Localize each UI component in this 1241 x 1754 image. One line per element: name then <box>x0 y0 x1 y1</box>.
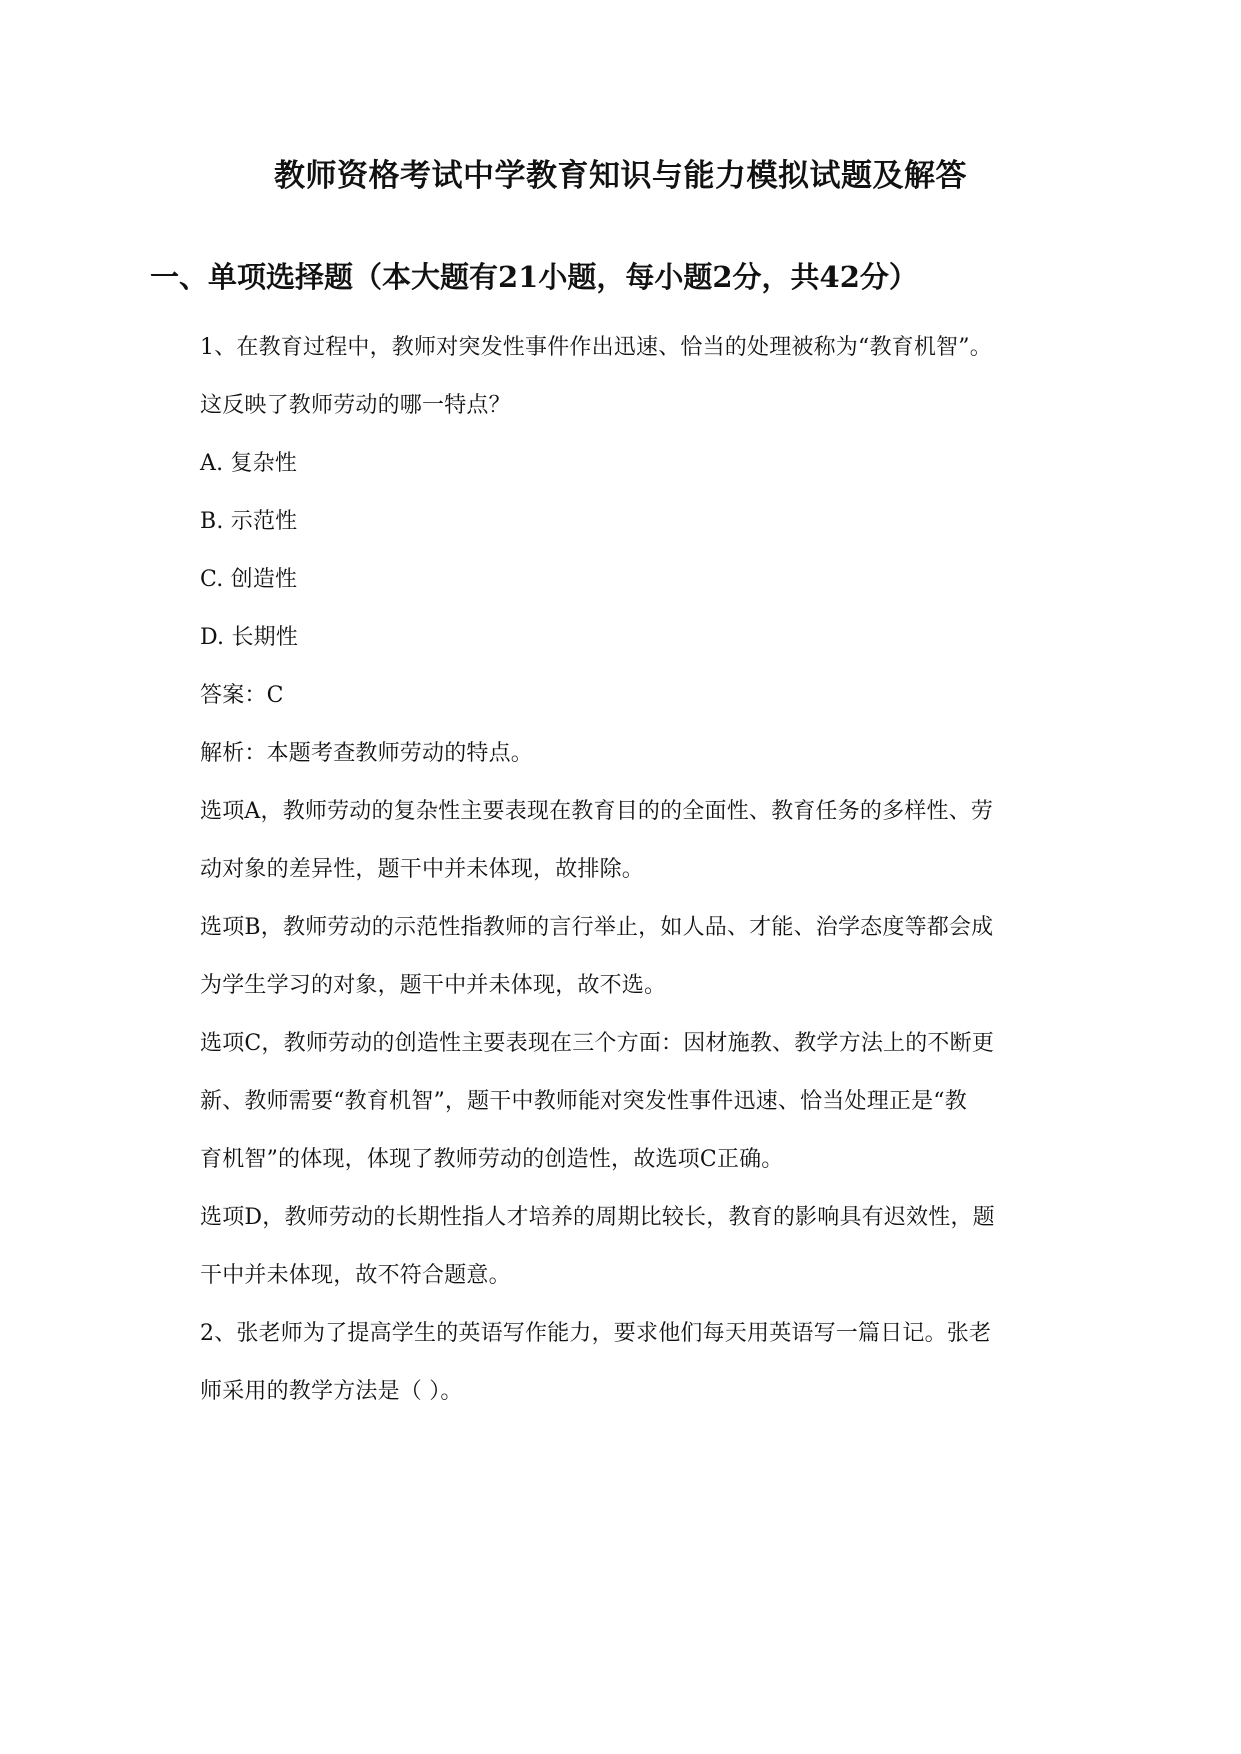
analysis-b-line-2: 为学生学习的对象，题干中并未体现，故不选。 <box>200 973 667 998</box>
document-title: 教师资格考试中学教育知识与能力模拟试题及解答 <box>274 158 967 194</box>
question-1-option-a: A. 复杂性 <box>200 451 298 476</box>
analysis-c-line-2: 新、教师需要“教育机智”，题干中教师能对突发性事件迅速、恰当处理正是“教 <box>200 1089 967 1114</box>
question-1-analysis-intro: 解析：本题考查教师劳动的特点。 <box>200 741 534 766</box>
question-1-answer: 答案：C <box>200 683 284 708</box>
analysis-c-line-1: 选项C，教师劳动的创造性主要表现在三个方面：因材施教、教学方法上的不断更 <box>200 1031 995 1056</box>
analysis-d-line-1: 选项D，教师劳动的长期性指人才培养的周期比较长，教育的影响具有迟效性，题 <box>200 1205 995 1230</box>
question-2-stem-line-1: 2、张老师为了提高学生的英语写作能力，要求他们每天用英语写一篇日记。张老 <box>200 1321 992 1346</box>
question-1-option-d: D. 长期性 <box>200 625 299 650</box>
question-1-stem-line-1: 1、在教育过程中，教师对突发性事件作出迅速、恰当的处理被称为“教育机智”。 <box>200 335 992 360</box>
analysis-d-line-2: 干中并未体现，故不符合题意。 <box>200 1263 511 1288</box>
question-1-option-c: C. 创造性 <box>200 567 298 592</box>
analysis-a-line-2: 动对象的差异性，题干中并未体现，故排除。 <box>200 857 645 882</box>
question-1-option-b: B. 示范性 <box>200 509 298 534</box>
analysis-b-line-1: 选项B，教师劳动的示范性指教师的言行举止，如人品、才能、治学态度等都会成 <box>200 915 994 940</box>
question-1-stem-line-2: 这反映了教师劳动的哪一特点？ <box>200 393 511 418</box>
analysis-c-line-3: 育机智”的体现，体现了教师劳动的创造性，故选项C正确。 <box>200 1147 784 1172</box>
section-heading: 一、单项选择题（本大题有21小题，每小题2分，共42分） <box>150 260 918 294</box>
analysis-a-line-1: 选项A，教师劳动的复杂性主要表现在教育目的的全面性、教育任务的多样性、劳 <box>200 799 994 824</box>
question-2-stem-line-2: 师采用的教学方法是（ ）。 <box>200 1379 463 1404</box>
